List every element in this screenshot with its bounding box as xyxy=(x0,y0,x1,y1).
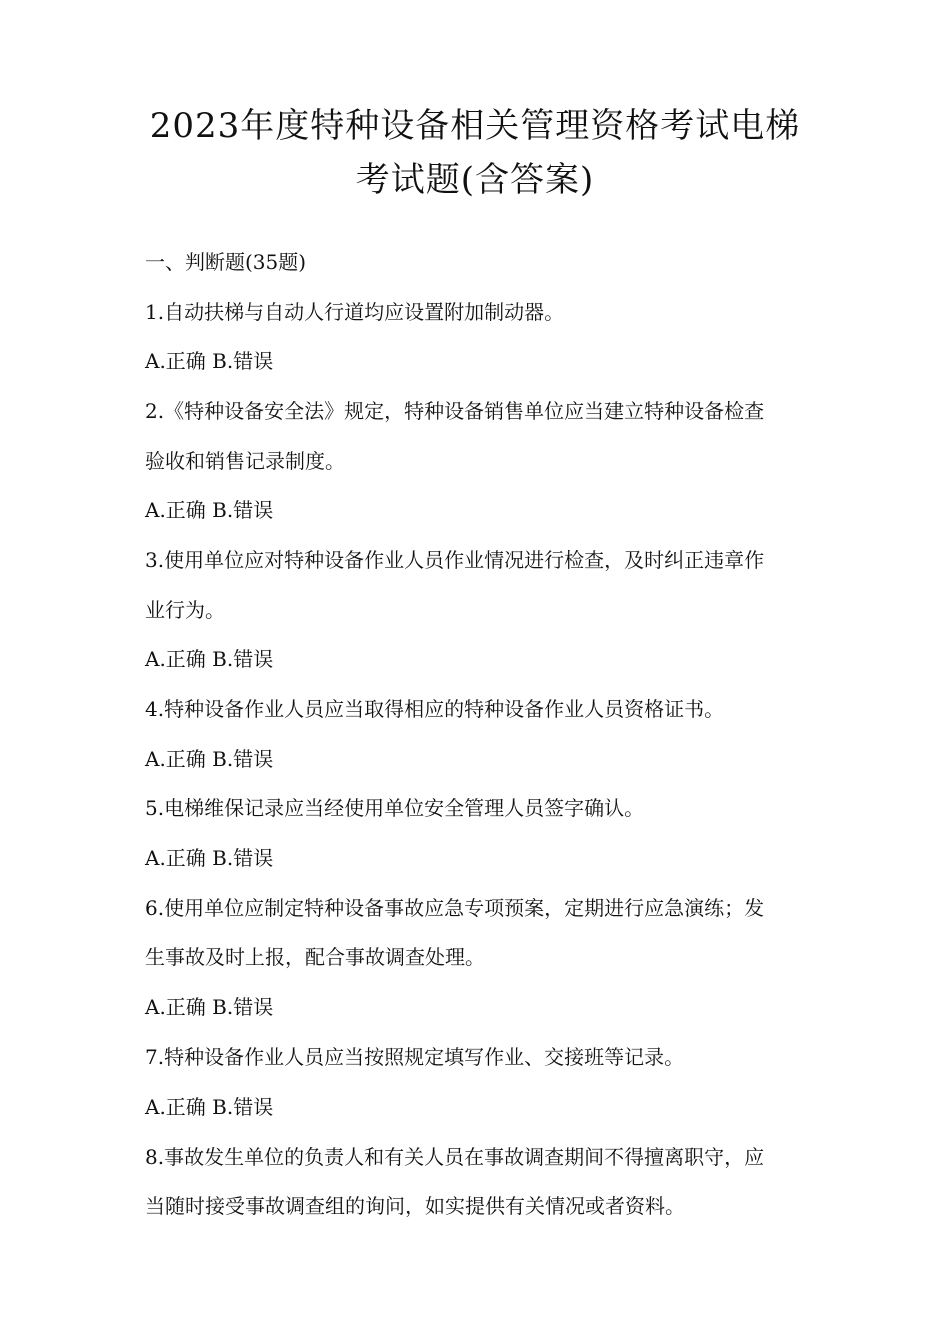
question-3-text-line-2: 业行为。 xyxy=(145,598,225,622)
question-4-options: A.正确 B.错误 xyxy=(145,747,274,771)
question-3-options: A.正确 B.错误 xyxy=(145,647,274,671)
question-3-text-line-1: 3.使用单位应对特种设备作业人员作业情况进行检查，及时纠正违章作 xyxy=(145,548,765,572)
question-5-text: 5.电梯维保记录应当经使用单位安全管理人员签字确认。 xyxy=(145,796,645,820)
question-6-text-line-2: 生事故及时上报，配合事故调查处理。 xyxy=(145,945,485,969)
question-7-options: A.正确 B.错误 xyxy=(145,1095,274,1119)
question-5-options: A.正确 B.错误 xyxy=(145,846,274,870)
document-title-line-2: 考试题(含答案) xyxy=(355,160,595,200)
question-4-text: 4.特种设备作业人员应当取得相应的特种设备作业人员资格证书。 xyxy=(145,697,725,721)
question-2-text-line-2: 验收和销售记录制度。 xyxy=(145,449,345,473)
question-2-text-line-1: 2.《特种设备安全法》规定，特种设备销售单位应当建立特种设备检查 xyxy=(145,399,765,423)
question-2-options: A.正确 B.错误 xyxy=(145,498,274,522)
question-1-text: 1.自动扶梯与自动人行道均应设置附加制动器。 xyxy=(145,300,565,324)
document-title-line-1: 2023年度特种设备相关管理资格考试电梯 xyxy=(149,106,801,146)
question-8-text-line-1: 8.事故发生单位的负责人和有关人员在事故调查期间不得擅离职守，应 xyxy=(145,1145,765,1169)
question-6-text-line-1: 6.使用单位应制定特种设备事故应急专项预案，定期进行应急演练；发 xyxy=(145,896,765,920)
question-1-options: A.正确 B.错误 xyxy=(145,349,274,373)
question-6-options: A.正确 B.错误 xyxy=(145,995,274,1019)
question-8-text-line-2: 当随时接受事故调查组的询问，如实提供有关情况或者资料。 xyxy=(145,1194,685,1218)
section-heading: 一、判断题(35题) xyxy=(145,250,307,274)
question-7-text: 7.特种设备作业人员应当按照规定填写作业、交接班等记录。 xyxy=(145,1045,685,1069)
